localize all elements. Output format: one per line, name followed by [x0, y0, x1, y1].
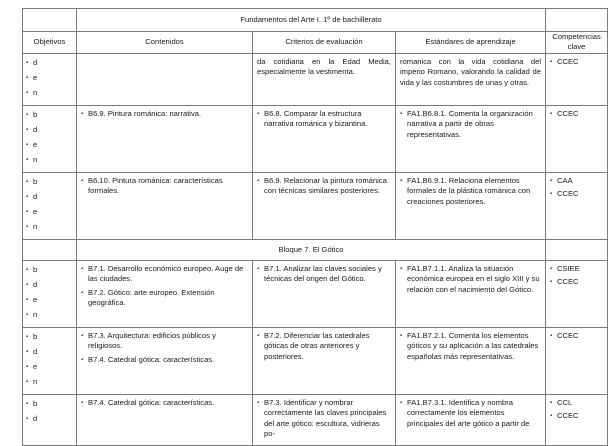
list-item: ▪ b	[26, 264, 76, 279]
header-contenidos: Contenidos	[77, 32, 253, 54]
criterios-cell	[253, 172, 396, 239]
header-estandares: Estándares de aprendizaje	[396, 32, 546, 54]
list-item: ▪ FA1.B7.3.1. Identifica y nombra correctamente los elementos principales del arte gótico a partir de	[400, 398, 541, 429]
objetivos-cell	[23, 394, 77, 445]
list-item: ▪ CSIEE	[550, 264, 603, 274]
criterios-cell	[253, 327, 396, 394]
header-competencias: Competencias clave	[546, 32, 608, 54]
criterio-text: da cotidiana en la Edad Media, especialmente la vestimenta.	[257, 56, 391, 77]
header-criterios: Criterios de evaluación	[253, 32, 396, 54]
list-item: ▪ B7.2. Gótico: arte europeo. Extensión geográfica.	[81, 288, 248, 309]
competencias-cell	[546, 105, 608, 172]
block-title: Bloque 7. El Gótico	[77, 239, 546, 260]
list-item: ▪ B7.1. Analizar las claves sociales y técnicas del origen del Gótico.	[257, 264, 391, 285]
list-item: ▪ e	[26, 139, 76, 154]
list-item: ▪ d	[26, 57, 76, 72]
estandares-cell	[396, 260, 546, 327]
table-row	[23, 260, 608, 327]
list-item: ▪ B6.10. Pintura románica: características formales.	[81, 176, 248, 197]
list-item: ▪ FA1.B6.9.1. Relaciona elementos formales de la plástica románica con creaciones posteriores.	[400, 176, 541, 207]
list-item: ▪ d	[26, 279, 76, 294]
list-item: ▪ n	[26, 309, 76, 324]
competencias-cell	[546, 394, 608, 445]
competencias-cell	[546, 172, 608, 239]
list-item: ▪ b	[26, 109, 76, 124]
list-item: ▪ B7.2. Diferenciar las catedrales góticas de otras anteriores y posteriores.	[257, 331, 391, 362]
list-item: ▪ CCEC	[550, 277, 603, 287]
empty-corner-cell	[23, 9, 77, 32]
list-item: ▪ n	[26, 154, 76, 169]
contenidos-cell	[77, 172, 253, 239]
contenidos-cell	[77, 53, 253, 105]
table-title: Fundamentos del Arte I. 1º de bachillerato	[77, 9, 546, 32]
objetivos-cell	[23, 172, 77, 239]
table-row	[23, 53, 608, 105]
list-item: ▪ FA1.B7.1.1. Analiza la situación económica europea en el siglo XIII y su relación con el nacimiento del Gótico.	[400, 264, 541, 295]
objetivos-cell	[23, 260, 77, 327]
estandares-cell	[396, 53, 546, 105]
list-item: ▪ d	[26, 124, 76, 139]
list-item: ▪ CCEC	[550, 331, 603, 341]
objetivos-cell	[23, 105, 77, 172]
list-item: ▪ CCEC	[550, 57, 603, 67]
list-item: ▪ n	[26, 87, 76, 102]
list-item: ▪ d	[26, 413, 76, 428]
list-item: ▪ CCL	[550, 398, 603, 408]
list-item: ▪ n	[26, 376, 76, 391]
list-item: ▪ B7.3. Identificar y nombrar correctamente las claves principales del arte gótico: escultura, vidrieras po-	[257, 398, 391, 440]
list-item: ▪ CCEC	[550, 411, 603, 421]
empty-cell	[546, 239, 608, 260]
estandares-cell	[396, 394, 546, 445]
table-row	[23, 327, 608, 394]
list-item: ▪ B7.4. Catedral gótica: características.	[81, 398, 248, 408]
list-item: ▪ e	[26, 206, 76, 221]
list-item: ▪ n	[26, 221, 76, 236]
competencias-cell	[546, 260, 608, 327]
contenidos-cell	[77, 327, 253, 394]
estandares-cell	[396, 105, 546, 172]
criterios-cell	[253, 105, 396, 172]
list-item: ▪ d	[26, 346, 76, 361]
list-item: ▪ B7.4. Catedral gótica: características.	[81, 355, 248, 365]
contenidos-cell	[77, 105, 253, 172]
list-item: ▪ CCEC	[550, 189, 603, 199]
objetivos-cell	[23, 327, 77, 394]
list-item: ▪ b	[26, 398, 76, 413]
block-row	[23, 239, 608, 260]
estandares-cell	[396, 172, 546, 239]
list-item: ▪ CAA	[550, 176, 603, 186]
list-item: ▪ e	[26, 361, 76, 376]
list-item: ▪ B6.9. Relacionar la pintura románica con técnicas similares posteriores.	[257, 176, 391, 197]
contenidos-cell	[77, 394, 253, 445]
list-item: ▪ e	[26, 294, 76, 309]
empty-cell	[23, 239, 77, 260]
header-objetivos: Objetivos	[23, 32, 77, 54]
criterios-cell	[253, 260, 396, 327]
list-item: ▪ FA1.B7.2.1. Comenta los elementos góticos y su aplicación a las catedrales españolas más representativas.	[400, 331, 541, 362]
list-item: ▪ FA1.B6.8.1. Comenta la organización narrativa a partir de obras representativas.	[400, 109, 541, 140]
empty-corner-cell	[546, 9, 608, 32]
list-item: ▪ e	[26, 72, 76, 87]
criterios-cell	[253, 394, 396, 445]
list-item: ▪ B7.3. Arquitectura: edificios públicos y religiosos.	[81, 331, 248, 352]
table-row	[23, 394, 608, 445]
list-item: ▪ b	[26, 331, 76, 346]
competencias-cell	[546, 327, 608, 394]
list-item: ▪ B6.9. Pintura románica: narrativa.	[81, 109, 248, 119]
competencias-cell	[546, 53, 608, 105]
estandares-cell	[396, 327, 546, 394]
list-item: ▪ B6.8. Comparar la estructura narrativa románica y bizantina.	[257, 109, 391, 130]
criterios-cell	[253, 53, 396, 105]
table-row	[23, 105, 608, 172]
objetivos-cell	[23, 53, 77, 105]
contenidos-cell	[77, 260, 253, 327]
list-item: ▪ b	[26, 176, 76, 191]
list-item: ▪ d	[26, 191, 76, 206]
document-page	[22, 8, 607, 446]
list-item: ▪ CCEC	[550, 109, 603, 119]
estandar-text: romanica con la vida cotidiana del imperio Romano, valorando la calidad de vida y las costumbres de unas y otras.	[400, 56, 542, 87]
curriculum-table	[22, 8, 608, 446]
list-item: ▪ B7.1. Desarrollo económico europeo. Auge de las ciudades.	[81, 264, 248, 285]
table-row	[23, 172, 608, 239]
